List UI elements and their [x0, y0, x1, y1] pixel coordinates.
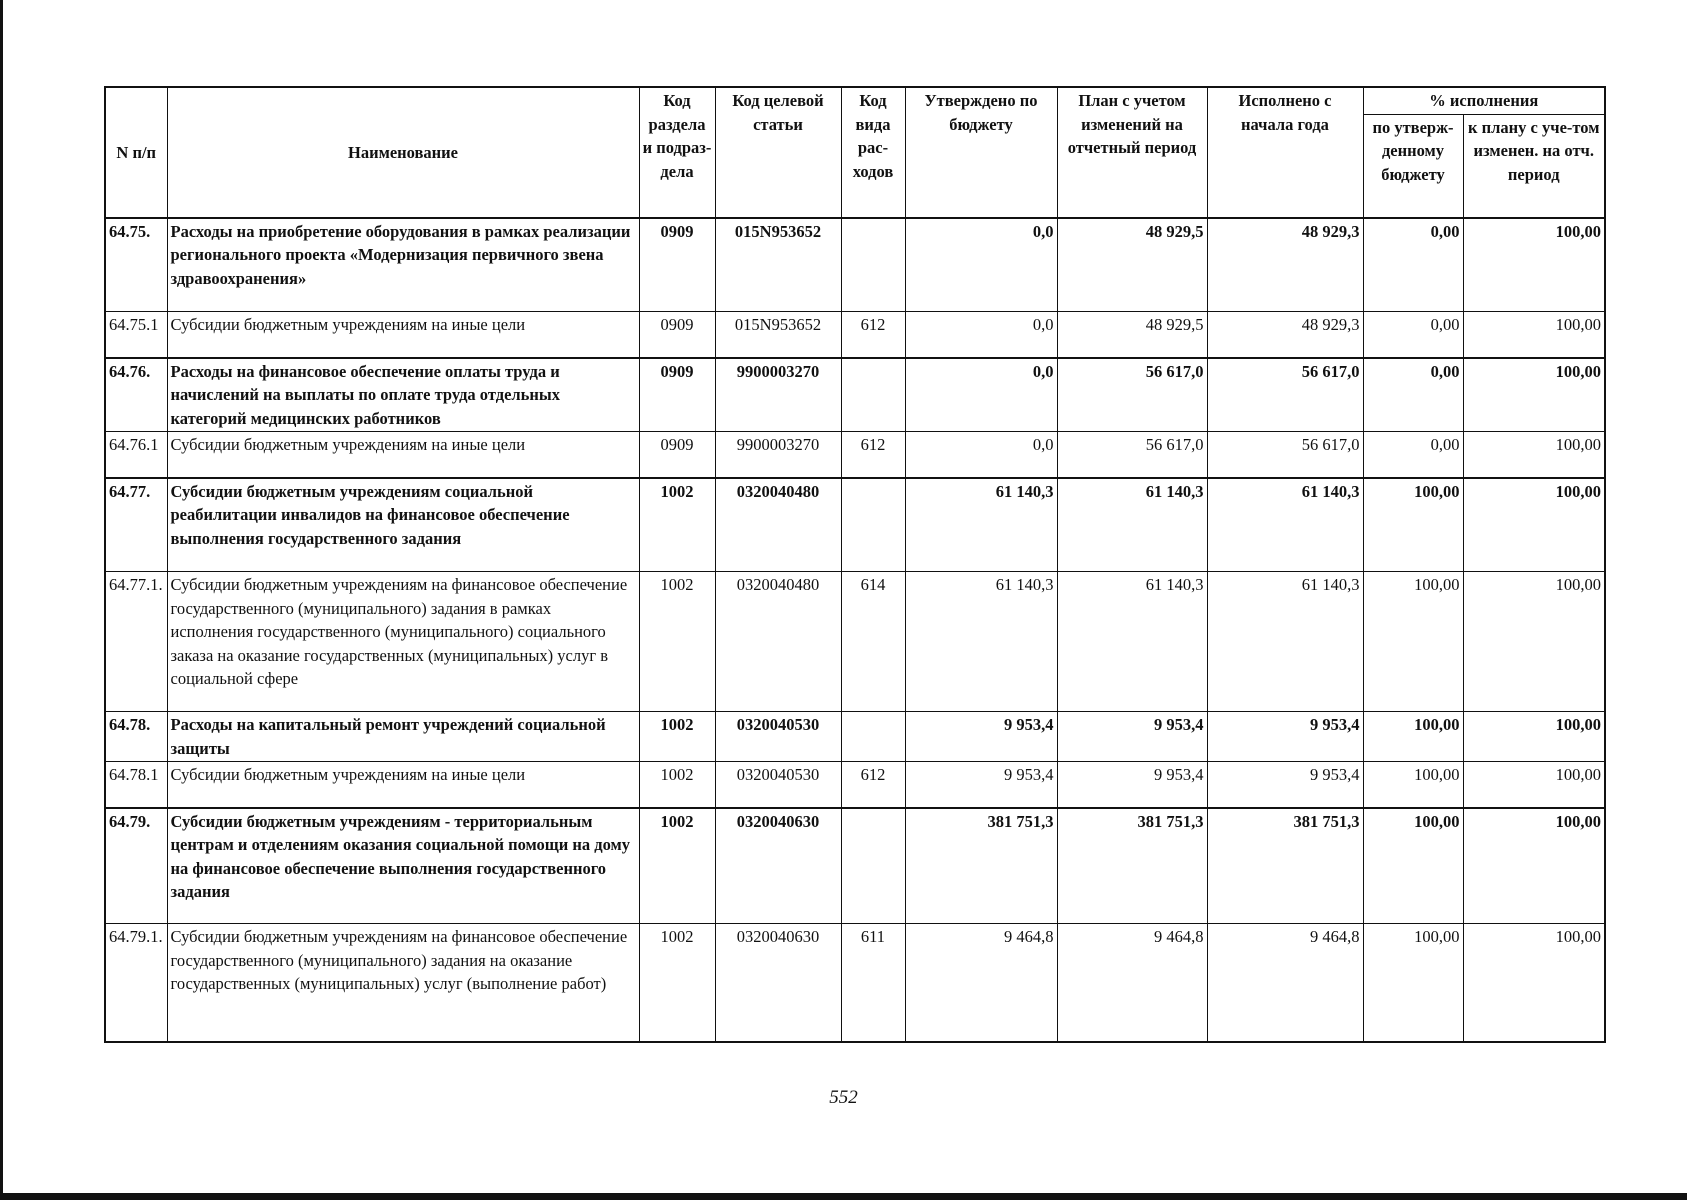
table-row	[105, 712, 1605, 762]
table-row	[105, 432, 1605, 478]
row-name: Субсидии бюджетным учреждениям на иные цели	[167, 762, 639, 808]
row-approved: 9 953,4	[905, 712, 1057, 762]
table-row	[105, 358, 1605, 432]
row-num: 64.75.1	[105, 312, 167, 358]
row-executed: 56 617,0	[1207, 358, 1363, 432]
row-pct-plan: 100,00	[1463, 432, 1605, 478]
row-plan: 48 929,5	[1057, 312, 1207, 358]
row-expense-code: 612	[841, 762, 905, 808]
row-name: Расходы на капитальный ремонт учреждений социальной защиты	[167, 712, 639, 762]
row-num: 64.75.	[105, 218, 167, 312]
row-pct-plan: 100,00	[1463, 478, 1605, 572]
row-expense-code	[841, 218, 905, 312]
row-expense-code: 612	[841, 312, 905, 358]
row-approved: 9 953,4	[905, 762, 1057, 808]
row-executed: 61 140,3	[1207, 572, 1363, 712]
row-plan: 9 953,4	[1057, 762, 1207, 808]
row-target-code: 015N953652	[715, 312, 841, 358]
row-expense-code: 611	[841, 924, 905, 1042]
row-expense-code	[841, 478, 905, 572]
row-pct-budget: 0,00	[1363, 312, 1463, 358]
header-approved: Утверждено по бюджету	[905, 87, 1057, 218]
row-section-code: 1002	[639, 762, 715, 808]
row-name: Субсидии бюджетным учреждениям на финансовое обеспечение государственного (муниципального) задания в рамках исполнения государственного (муниципального) социального заказа на оказание государственных (муниципальных) услуг в социальной сфере	[167, 572, 639, 712]
row-name: Расходы на приобретение оборудования в рамках реализации регионального проекта «Модернизация первичного звена здравоохранения»	[167, 218, 639, 312]
row-name: Субсидии бюджетным учреждениям на иные цели	[167, 312, 639, 358]
row-num: 64.79.1.	[105, 924, 167, 1042]
header-percent-plan: к плану с уче-том изменен. на отч. период	[1463, 114, 1605, 218]
row-pct-plan: 100,00	[1463, 808, 1605, 924]
row-target-code: 9900003270	[715, 358, 841, 432]
document-page	[104, 86, 1604, 1043]
table-row	[105, 218, 1605, 312]
row-pct-plan: 100,00	[1463, 762, 1605, 808]
page-number: 552	[829, 1087, 858, 1108]
row-approved: 9 464,8	[905, 924, 1057, 1042]
row-section-code: 1002	[639, 924, 715, 1042]
row-approved: 61 140,3	[905, 572, 1057, 712]
row-plan: 9 953,4	[1057, 712, 1207, 762]
header-target-code: Код целевой статьи	[715, 87, 841, 218]
row-num: 64.79.	[105, 808, 167, 924]
header-executed: Исполнено с начала года	[1207, 87, 1363, 218]
row-target-code: 0320040480	[715, 572, 841, 712]
row-pct-budget: 100,00	[1363, 762, 1463, 808]
row-target-code: 0320040530	[715, 762, 841, 808]
row-pct-plan: 100,00	[1463, 572, 1605, 712]
row-target-code: 9900003270	[715, 432, 841, 478]
row-expense-code	[841, 808, 905, 924]
row-name: Субсидии бюджетным учреждениям на финансовое обеспечение государственного (муниципального) задания на оказание государственных (муниципальных) услуг (выполнение работ)	[167, 924, 639, 1042]
row-executed: 61 140,3	[1207, 478, 1363, 572]
row-section-code: 1002	[639, 478, 715, 572]
header-num: N п/п	[105, 87, 167, 218]
table-row	[105, 808, 1605, 924]
row-approved: 0,0	[905, 432, 1057, 478]
row-approved: 0,0	[905, 358, 1057, 432]
row-pct-plan: 100,00	[1463, 712, 1605, 762]
row-name: Субсидии бюджетным учреждениям на иные цели	[167, 432, 639, 478]
row-target-code: 015N953652	[715, 218, 841, 312]
row-plan: 61 140,3	[1057, 478, 1207, 572]
row-plan: 48 929,5	[1057, 218, 1207, 312]
row-num: 64.76.	[105, 358, 167, 432]
row-executed: 56 617,0	[1207, 432, 1363, 478]
row-target-code: 0320040530	[715, 712, 841, 762]
row-pct-budget: 0,00	[1363, 358, 1463, 432]
row-plan: 381 751,3	[1057, 808, 1207, 924]
row-executed: 48 929,3	[1207, 312, 1363, 358]
row-expense-code: 614	[841, 572, 905, 712]
row-executed: 9 953,4	[1207, 712, 1363, 762]
row-pct-plan: 100,00	[1463, 218, 1605, 312]
row-num: 64.78.	[105, 712, 167, 762]
row-section-code: 0909	[639, 432, 715, 478]
row-plan: 61 140,3	[1057, 572, 1207, 712]
row-section-code: 0909	[639, 218, 715, 312]
row-executed: 9 464,8	[1207, 924, 1363, 1042]
row-section-code: 1002	[639, 572, 715, 712]
row-target-code: 0320040480	[715, 478, 841, 572]
budget-execution-table	[104, 86, 1606, 1043]
row-plan: 9 464,8	[1057, 924, 1207, 1042]
row-expense-code	[841, 358, 905, 432]
scan-edge-left	[0, 0, 3, 1200]
row-plan: 56 617,0	[1057, 358, 1207, 432]
row-num: 64.78.1	[105, 762, 167, 808]
row-pct-budget: 100,00	[1363, 478, 1463, 572]
row-name: Расходы на финансовое обеспечение оплаты труда и начислений на выплаты по оплате труда отдельных категорий медицинских работников	[167, 358, 639, 432]
row-plan: 56 617,0	[1057, 432, 1207, 478]
row-approved: 0,0	[905, 312, 1057, 358]
row-executed: 381 751,3	[1207, 808, 1363, 924]
header-percent-group: % исполнения	[1363, 87, 1605, 114]
row-approved: 61 140,3	[905, 478, 1057, 572]
row-approved: 0,0	[905, 218, 1057, 312]
row-pct-plan: 100,00	[1463, 358, 1605, 432]
row-num: 64.76.1	[105, 432, 167, 478]
header-section-code: Код раздела и подраз-дела	[639, 87, 715, 218]
row-pct-budget: 0,00	[1363, 218, 1463, 312]
row-name: Субсидии бюджетным учреждениям социальной реабилитации инвалидов на финансовое обеспечение выполнения государственного задания	[167, 478, 639, 572]
row-pct-budget: 0,00	[1363, 432, 1463, 478]
row-pct-plan: 100,00	[1463, 924, 1605, 1042]
scan-edge-bottom	[0, 1193, 1687, 1200]
row-expense-code: 612	[841, 432, 905, 478]
header-plan: План с учетом изменений на отчетный период	[1057, 87, 1207, 218]
table-row	[105, 924, 1605, 1042]
table-row	[105, 478, 1605, 572]
row-section-code: 1002	[639, 808, 715, 924]
row-pct-budget: 100,00	[1363, 924, 1463, 1042]
row-name: Субсидии бюджетным учреждениям - территориальным центрам и отделениям оказания социальной помощи на дому на финансовое обеспечение выполнения государственного задания	[167, 808, 639, 924]
row-executed: 9 953,4	[1207, 762, 1363, 808]
row-target-code: 0320040630	[715, 924, 841, 1042]
row-expense-code	[841, 712, 905, 762]
table-row	[105, 572, 1605, 712]
row-pct-budget: 100,00	[1363, 712, 1463, 762]
row-pct-plan: 100,00	[1463, 312, 1605, 358]
row-num: 64.77.1.	[105, 572, 167, 712]
header-expense-code: Код вида рас-ходов	[841, 87, 905, 218]
row-target-code: 0320040630	[715, 808, 841, 924]
row-section-code: 0909	[639, 358, 715, 432]
row-executed: 48 929,3	[1207, 218, 1363, 312]
row-num: 64.77.	[105, 478, 167, 572]
header-percent-budget: по утверж-денному бюджету	[1363, 114, 1463, 218]
row-pct-budget: 100,00	[1363, 808, 1463, 924]
row-section-code: 0909	[639, 312, 715, 358]
row-approved: 381 751,3	[905, 808, 1057, 924]
row-section-code: 1002	[639, 712, 715, 762]
table-row	[105, 762, 1605, 808]
row-pct-budget: 100,00	[1363, 572, 1463, 712]
header-name: Наименование	[167, 87, 639, 218]
table-row	[105, 312, 1605, 358]
